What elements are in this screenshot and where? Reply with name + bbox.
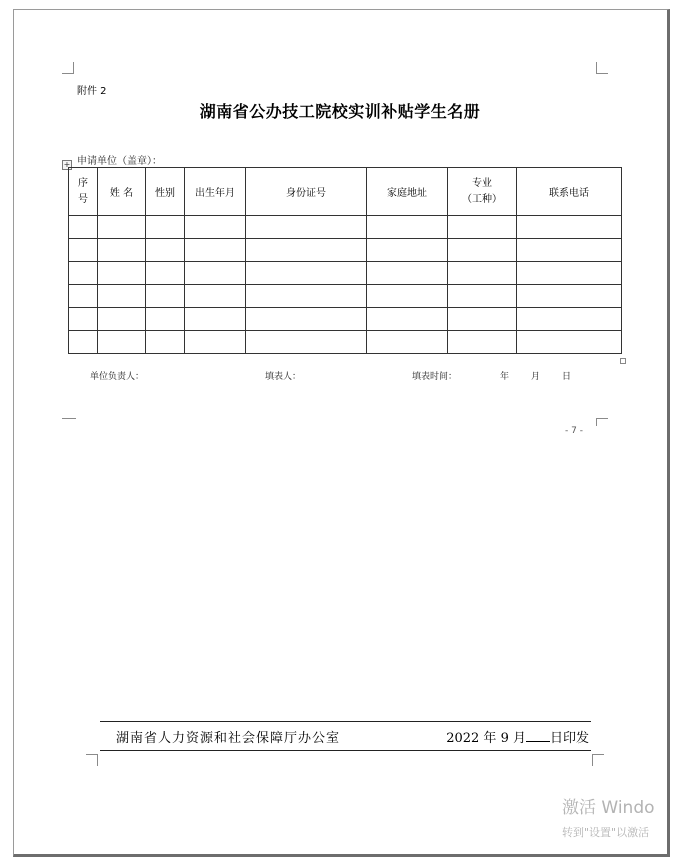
header-cell-major: 专业 （工种） xyxy=(448,168,517,216)
applicant-unit-label: 申请单位（盖章）： xyxy=(77,156,162,167)
table-row xyxy=(69,262,622,285)
crop-mark-mid-left xyxy=(62,418,76,426)
crop-mark-top-left xyxy=(62,62,74,74)
fill-time-label: 填表时间： xyxy=(412,372,458,382)
issue-footer xyxy=(100,721,591,751)
responsible-person-label: 单位负责人： xyxy=(90,372,145,382)
crop-mark-mid-right xyxy=(596,418,608,426)
page-number: - 7 - xyxy=(565,426,583,436)
table-resize-handle-icon[interactable] xyxy=(620,358,626,364)
crop-mark-bottom-left xyxy=(86,754,98,766)
header-cell-address: 家庭地址 xyxy=(367,168,448,216)
header-cell-index: 序 号 xyxy=(69,168,98,216)
table-row xyxy=(69,285,622,308)
student-roster-table xyxy=(68,167,622,354)
header-cell-name: 姓 名 xyxy=(98,168,146,216)
issue-date: 2022 年 9 月 日印发 xyxy=(446,731,589,746)
document-title: 湖南省公办技工院校实训补贴学生名册 xyxy=(199,102,481,121)
header-cell-phone: 联系电话 xyxy=(517,168,622,216)
fill-time-month: 月 xyxy=(531,372,541,382)
header-cell-gender: 性别 xyxy=(146,168,185,216)
attachment-label: 附件 2 xyxy=(77,86,107,97)
crop-mark-top-right xyxy=(596,62,608,74)
table-row xyxy=(69,216,622,239)
date-blank xyxy=(526,729,550,742)
header-cell-birth: 出生年月 xyxy=(185,168,246,216)
table-row xyxy=(69,308,622,331)
fill-time-year: 年 xyxy=(500,372,510,382)
fill-time-day: 日 xyxy=(562,372,572,382)
windows-activation-watermark xyxy=(562,793,655,840)
filler-label: 填表人： xyxy=(265,372,302,382)
table-header-row xyxy=(69,168,622,216)
table-row xyxy=(69,239,622,262)
watermark-subtitle: 转到"设置"以激活 xyxy=(562,826,650,839)
issuer-name: 湖南省人力资源和社会保障厅办公室 xyxy=(116,731,341,746)
header-cell-id-number: 身份证号 xyxy=(246,168,367,216)
watermark-title: 激活 Windo xyxy=(562,798,655,818)
table-move-handle-icon[interactable]: + xyxy=(63,160,71,169)
table-row xyxy=(69,331,622,354)
crop-mark-bottom-right xyxy=(592,754,604,766)
